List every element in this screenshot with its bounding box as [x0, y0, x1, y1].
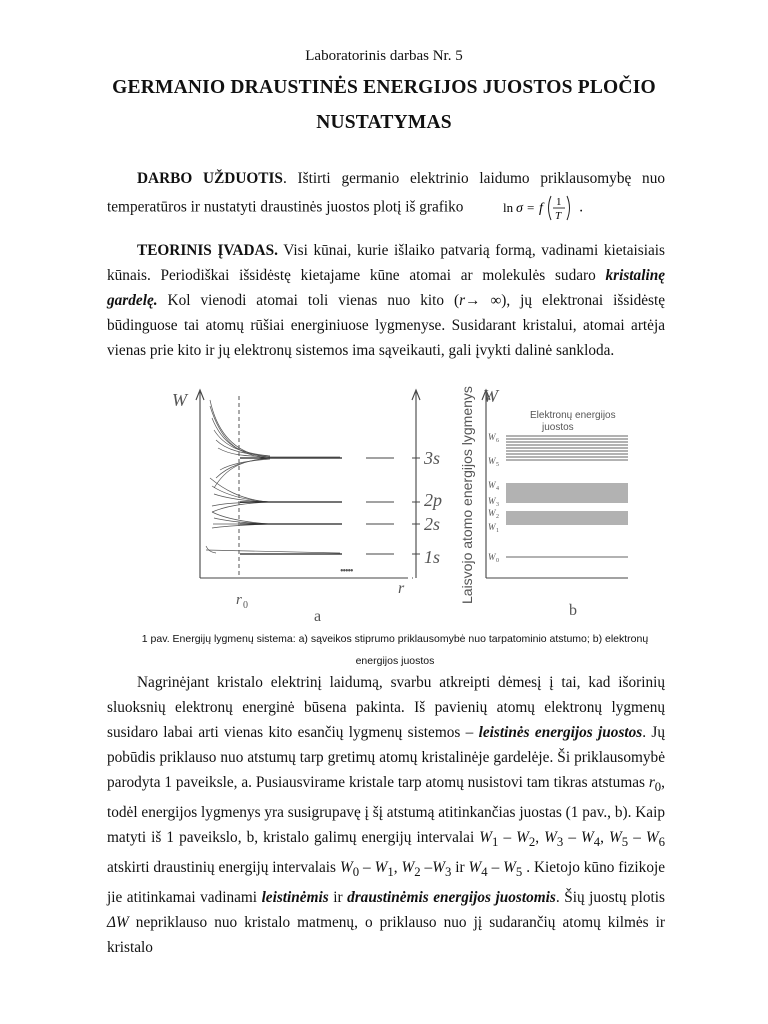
w1-sub: 1 — [496, 528, 499, 534]
allowed-sep-1: – — [563, 829, 582, 847]
allowed-sep-2: – — [628, 829, 646, 847]
w2-label: W — [488, 508, 496, 518]
level-lines-a — [240, 458, 342, 554]
body-s2: . Jų pobūdis priklauso nuo atstumų tarp gretimų atomų kristalinėje gardelėje. Ši priklausomybė parodyta 1 paveiksle, a. Pusiausvirame kristale tarp atomų nusistovi tam tikras atstumas — [107, 724, 665, 791]
bands-label-line-1: Elektronų energijos — [530, 410, 616, 421]
forbidden-w-2-a-sub: 4 — [481, 865, 488, 880]
forbidden-after-2: . — [522, 859, 534, 877]
axis-r0: r — [236, 592, 242, 608]
level-1s: 1s — [424, 547, 441, 567]
intro-text-a: Visi kūnai, kurie išlaiko patvarią formą, vadinami kietaisiais kūnais. Periodiškai išsidėstę kietajame kūne atomai ar molekulės sudaro — [107, 242, 665, 284]
r0-symbol: r — [648, 774, 655, 791]
w5-label: W — [488, 456, 496, 466]
formula-equals: = — [527, 200, 535, 215]
intro-paragraph — [107, 238, 665, 363]
document-title-line-1: GERMANIO DRAUSTINĖS ENERGIJOS JUOSTOS PLOČIO — [112, 77, 656, 98]
axis-r0-sub: 0 — [243, 600, 248, 611]
caption-line-2: energijos juostos — [355, 655, 435, 667]
term-allowed-bands: leistinės energijos juostos — [478, 724, 643, 741]
formula-numerator: 1 — [556, 196, 562, 208]
term-allowed: leistinėmis — [261, 889, 329, 907]
axis-w-a: W — [172, 390, 187, 410]
allowed-w-1-a: W — [544, 829, 557, 847]
arrow-infinity: → ∞ — [465, 292, 502, 309]
allowed-after-0: , — [535, 829, 545, 847]
ln-sigma-formula — [471, 191, 579, 225]
delta-w: ΔW — [107, 914, 129, 932]
task-label: DARBO UŽDUOTIS — [137, 170, 283, 187]
w0-label: W — [488, 552, 496, 562]
allowed-w-2-b-sub: 6 — [658, 835, 666, 850]
w3-label: W — [488, 496, 496, 506]
level-3s: 3s — [424, 448, 441, 468]
axis-r: r — [398, 580, 405, 597]
formula-f: f — [539, 201, 544, 216]
allowed-after-1: , — [600, 829, 610, 847]
w3-sub: 3 — [496, 502, 499, 508]
body-s8: nepriklauso nuo kristalo matmenų, o priklauso nuo jį sudarančių atomų kilmės ir kristalo — [107, 914, 665, 957]
allowed-after-2: atskirti — [107, 859, 150, 877]
w4-sub: 4 — [496, 486, 499, 492]
allowed-sep-0: – — [498, 829, 517, 847]
body-paragraph — [107, 670, 665, 960]
body-s5: Kietojo kūno fizikoje jie atitinkamai vadinami — [107, 859, 666, 907]
intro-text-b: Kol vienodi atomai toli vienas nuo kito ( — [157, 292, 460, 309]
allowed-w-1-b: W — [581, 829, 594, 847]
body-s3: , todėl energijos lygmenys yra susigrupavę į šį atstumą atitinkančias juostas (1 pav., b). Kaip matyti iš 1 paveikslo, b, kristalo galimų energijų intervalai — [107, 774, 665, 847]
axis-dots: ••••• — [340, 566, 353, 577]
w6-sub: 6 — [496, 438, 499, 444]
energy-levels-figure — [150, 378, 640, 624]
energy-bands — [506, 436, 628, 557]
figure-caption — [100, 628, 690, 672]
forbidden-sep-1: – — [420, 859, 433, 877]
body-s6: ir — [328, 889, 348, 907]
intro-text-c: ), jų elektronai išsidėstę būdinguose tai atomų rūšiai energiniuose lygmenyse. Susidarant kristalui, atomai artėja vienas prie kito ir jų elektronų sistemos ima sąveikauti, gali įvykti dalinė sankloda. — [107, 292, 665, 359]
w4-label: W — [488, 480, 496, 490]
forbidden-intervals — [339, 859, 534, 880]
w1-label: W — [488, 522, 496, 532]
forbidden-w-0-a: W — [339, 859, 353, 877]
w0-sub: 0 — [496, 558, 499, 564]
formula-denominator: T — [555, 210, 562, 222]
level-2p: 2p — [424, 490, 442, 510]
intro-label: TEORINIS ĮVADAS. — [137, 242, 278, 259]
allowed-w-1-a-sub: 3 — [556, 835, 564, 850]
forbidden-w-2-a: W — [468, 859, 482, 877]
w5-sub: 5 — [496, 462, 499, 468]
vertical-axis-label: Laisvojo atomo energijos lygmenys — [459, 386, 475, 604]
forbidden-w-0-b-sub: 1 — [387, 865, 394, 880]
forbidden-after-0: , — [393, 859, 402, 877]
term-forbidden-bands: draustinėmis energijos juostomis — [347, 889, 556, 907]
task-text: . Ištirti germanio elektrinio laidumo priklausomybę nuo temperatūros ir nustatyti draustinės juostos plotį iš grafiko — [107, 170, 665, 216]
forbidden-w-1-a-sub: 2 — [414, 865, 421, 880]
panel-label-b: b — [569, 602, 577, 619]
term-crystal-lattice: kristalinę gardelę. — [107, 267, 665, 309]
formula-ln: ln — [503, 200, 514, 215]
forbidden-sep-2: – — [487, 859, 504, 877]
level-2s: 2s — [424, 514, 441, 534]
allowed-w-2-a-sub: 5 — [621, 835, 629, 850]
formula-sigma: σ — [516, 201, 524, 216]
allowed-w-2-b: W — [645, 829, 659, 847]
w6-label: W — [488, 432, 496, 442]
allowed-w-0-b: W — [516, 829, 529, 847]
forbidden-w-1-b-sub: 3 — [444, 865, 452, 880]
forbidden-after-1: ir — [451, 859, 469, 877]
bands-label-line-2: juostos — [542, 422, 574, 433]
panel-label-a: a — [314, 608, 322, 624]
caption-line-1: 1 pav. Energijų lygmenų sistema: a) sąveikos stiprumo priklausomybė nuo tarpatominio atstumo; b) elektronų — [141, 633, 649, 645]
axis-w-b: W — [483, 386, 498, 406]
lab-title: Laboratorinis darbas Nr. 5 — [305, 48, 463, 64]
document-title-line-2: NUSTATYMAS — [316, 112, 452, 133]
w2-sub: 2 — [496, 514, 499, 520]
forbidden-w-1-b: W — [432, 859, 445, 877]
allowed-w-0-a: W — [479, 829, 493, 847]
forbidden-w-1-a: W — [401, 859, 415, 877]
body-s4: draustinių energijų intervalais — [149, 859, 340, 877]
forbidden-w-0-b: W — [374, 859, 388, 877]
task-end: . — [579, 198, 584, 216]
task-paragraph — [107, 166, 665, 225]
body-s7: . Šių juostų plotis — [555, 889, 666, 907]
forbidden-sep-0: – — [359, 859, 375, 877]
allowed-w-0-a-sub: 1 — [492, 835, 499, 850]
allowed-w-1-b-sub: 4 — [593, 835, 601, 850]
allowed-w-0-b-sub: 2 — [528, 835, 536, 850]
forbidden-w-2-b: W — [503, 859, 516, 877]
band-curves — [206, 400, 340, 553]
r-symbol: r — [459, 292, 466, 309]
r0-subscript: 0 — [654, 780, 662, 795]
allowed-w-2-a: W — [609, 829, 622, 847]
forbidden-w-2-b-sub: 5 — [515, 865, 523, 880]
forbidden-w-0-a-sub: 0 — [352, 865, 360, 880]
body-s1: Nagrinėjant kristalo elektrinį laidumą, svarbu atkreipti dėmesį į tai, kad išorinių sluoksnių elektronų energinė būsena pakinta. Iš pavienių atomų elektronų lygmenų susidaro labai arti vienas kito esančių lygmenų sistemos – — [107, 674, 665, 741]
free-atom-level-lines — [366, 458, 394, 554]
